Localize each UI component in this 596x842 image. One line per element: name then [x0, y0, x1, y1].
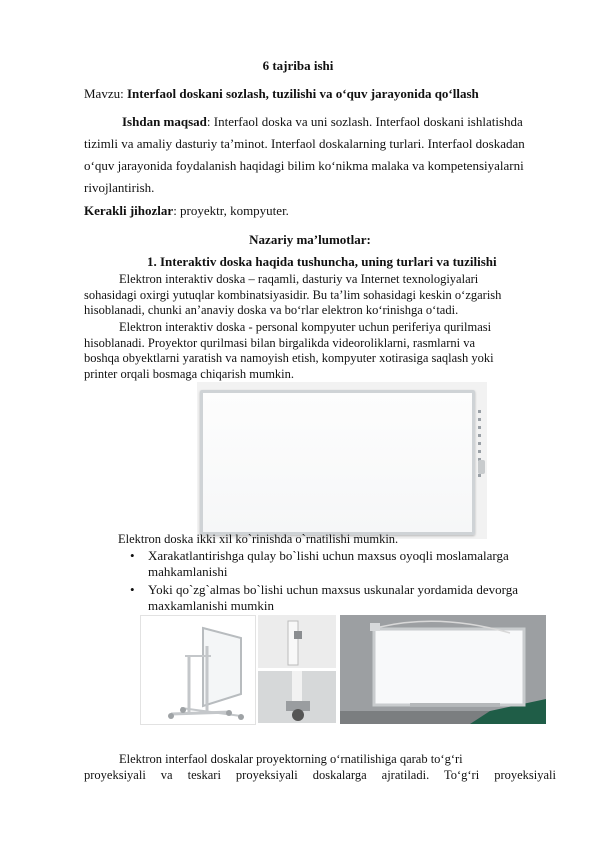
stand-detail-photo-2	[258, 671, 336, 723]
paragraph-1-line-3: hisoblanadi, chunki an’anaviy doska va bo‘rlar elektron ko‘rinishga o‘tadi.	[84, 303, 459, 317]
topic-text: Interfaol doskani sozlash, tuzilishi va o‘quv jarayonida qo‘llash	[126, 86, 479, 101]
paragraph-1	[84, 272, 556, 319]
paragraph-3: Elektron doska ikki xil ko`rinishda o`rnatilishi mumkin.	[118, 532, 399, 546]
bullet-icon: •	[130, 582, 135, 597]
paragraph-2	[84, 320, 556, 382]
equipment-line	[84, 201, 556, 221]
mobile-stand-illustration	[141, 616, 255, 724]
objective-label: Ishdan maqsad	[122, 114, 207, 129]
bullet-1-line-1: Xarakatlantirishga qulay bo`lishi uchun maxsus oyoqli moslamalarga	[148, 548, 509, 563]
paragraph-2-line-4: printer orqali bosmaga chiqarish mumkin.	[84, 366, 295, 381]
paragraph-2-line-3: boshqa obyektlarni yaratish va namoyish etish, kompyuter xotirasiga saqlash yoki	[84, 351, 494, 365]
stand-detail-photo-1	[258, 615, 336, 668]
paragraph-4-line-2: proyeksiyali va teskari proyeksiyali doskalarga ajratiladi. To‘g‘ri proyeksiyali	[84, 767, 556, 782]
section-heading: 1. Interaktiv doska haqida tushuncha, uning turlari va tuzilishi	[147, 254, 497, 269]
paragraph-4	[84, 752, 556, 783]
paragraph-1-line-1: Elektron interaktiv doska – raqamli, dasturiy va Internet texnologiyalari	[119, 272, 479, 286]
topic-label: Mavzu	[84, 86, 121, 101]
objective-line-4: rivojlantirish.	[84, 180, 155, 195]
wall-mount-illustration	[340, 615, 546, 724]
bullet-2-line-2: maxkamlanishi mumkin	[148, 598, 275, 613]
objective-line-2: tizimli va amaliy dasturiy ta’minot. Interfaol doskalarning turlari. Interfaol doskadan	[84, 136, 525, 151]
document-title: 6 tajriba ishi	[262, 58, 334, 73]
stand-wheel-illustration	[258, 671, 336, 723]
paragraph-2-line-2: hisoblanadi. Proyektor qurilmasi bilan birgalikda videoroliklarni, rasmlarni va	[84, 335, 476, 350]
mobile-stand-whiteboard-photo	[140, 615, 256, 725]
paragraph-1-line-2: sohasidagi oxirgi yutuqlar kombinatsiyasidir. Bu ta’lim sohasidagi keskin o‘zgarish	[84, 287, 502, 302]
objective-line-3: o‘quv jarayonida foydalanish haqidagi bilim ko‘nikma malaka va kompetensiyalarni	[84, 158, 524, 173]
paragraph-2-line-1: Elektron interaktiv doska - personal kompyuter uchun periferiya qurilmasi	[119, 320, 492, 334]
theory-heading: Nazariy ma’lumotlar:	[249, 232, 371, 247]
objective-line-1: : Interfaol doska va uni sozlash. Interfaol doskani ishlatishda	[206, 114, 523, 129]
equipment-label: Kerakli jihozlar	[84, 203, 174, 218]
whiteboard-pen-holder	[478, 460, 485, 474]
objective-block	[84, 112, 556, 198]
interactive-whiteboard-image	[197, 382, 487, 539]
bullet-item-1	[130, 548, 556, 580]
bullet-2-line-1: Yoki qo`zg`almas bo`lishi uchun maxsus uskunalar yordamida devorga	[148, 582, 518, 597]
equipment-text: : proyektr, kompyuter.	[173, 203, 289, 218]
bullet-icon: •	[130, 548, 135, 563]
whiteboard-frame	[200, 390, 475, 535]
paragraph-4-line-1: Elektron interfaol doskalar proyektorning o‘rnatilishiga qarab to‘g‘ri	[119, 752, 463, 766]
wall-mounted-whiteboard-photo	[340, 615, 546, 724]
stand-bracket-illustration	[258, 615, 336, 668]
topic-line: Mavzu: Interfaol doskani sozlash, tuzilishi va o‘quv jarayonida qo‘llash	[84, 86, 479, 101]
bullet-item-2	[130, 582, 556, 614]
bullet-1-line-2: mahkamlanishi	[148, 564, 228, 579]
